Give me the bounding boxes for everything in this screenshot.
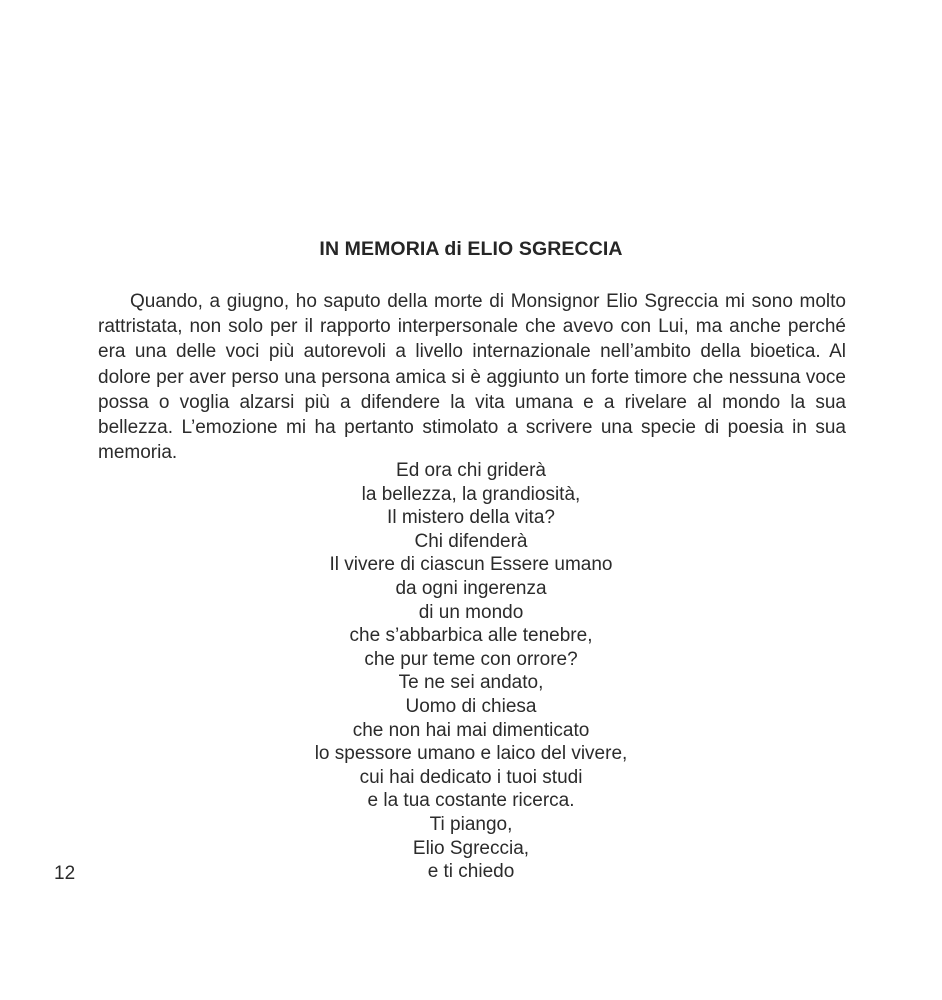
poem-line: Ed ora chi griderà: [396, 460, 546, 481]
poem-line: Chi difenderà: [414, 530, 528, 552]
page-title: IN MEMORIA di ELIO SGRECCIA: [319, 238, 623, 261]
poem-line: la bellezza, la grandiosità,: [361, 483, 581, 505]
poem-line: lo spessore umano e laico del vivere,: [314, 743, 628, 765]
poem-block: [0, 459, 942, 884]
poem-line: Uomo di chiesa: [405, 695, 537, 717]
poem-line: che non hai mai dimenticato: [352, 719, 590, 741]
poem-line: che pur teme con orrore?: [364, 648, 578, 670]
poem-line: di un mondo: [418, 601, 524, 623]
poem-line: e la tua costante ricerca.: [367, 790, 575, 812]
body-paragraph: Quando, a giugno, ho saputo della morte di Monsignor Elio Sgreccia mi sono molto rattristata, non solo per il rapporto interpersonale che avevo con Lui, ma anche perché era una delle voci più autorevoli a livello internazionale nell’ambito della bioetica. Al dolore per aver perso una persona amica si è aggiunto un forte timore che nessuna voce possa o voglia alzarsi più a difendere la vita umana e a rivelare al mondo la sua bellezza. L’emozione mi ha pertanto stimolato a scrivere una specie di poesia in sua memoria.: [98, 291, 846, 464]
poem-line: Il vivere di ciascun Essere umano: [329, 554, 613, 576]
poem-line: da ogni ingerenza: [395, 577, 547, 599]
poem-line: che s’abbarbica alle tenebre,: [349, 625, 593, 647]
poem-line: e ti chiedo: [427, 861, 515, 883]
poem-line: Elio Sgreccia,: [412, 837, 530, 859]
poem-line: Te ne sei andato,: [398, 672, 544, 694]
poem-line: Ti piango,: [429, 813, 513, 835]
poem-line: cui hai dedicato i tuoi studi: [359, 766, 583, 788]
page-number: 12: [54, 863, 76, 884]
poem-line: Il mistero della vita?: [387, 507, 555, 529]
